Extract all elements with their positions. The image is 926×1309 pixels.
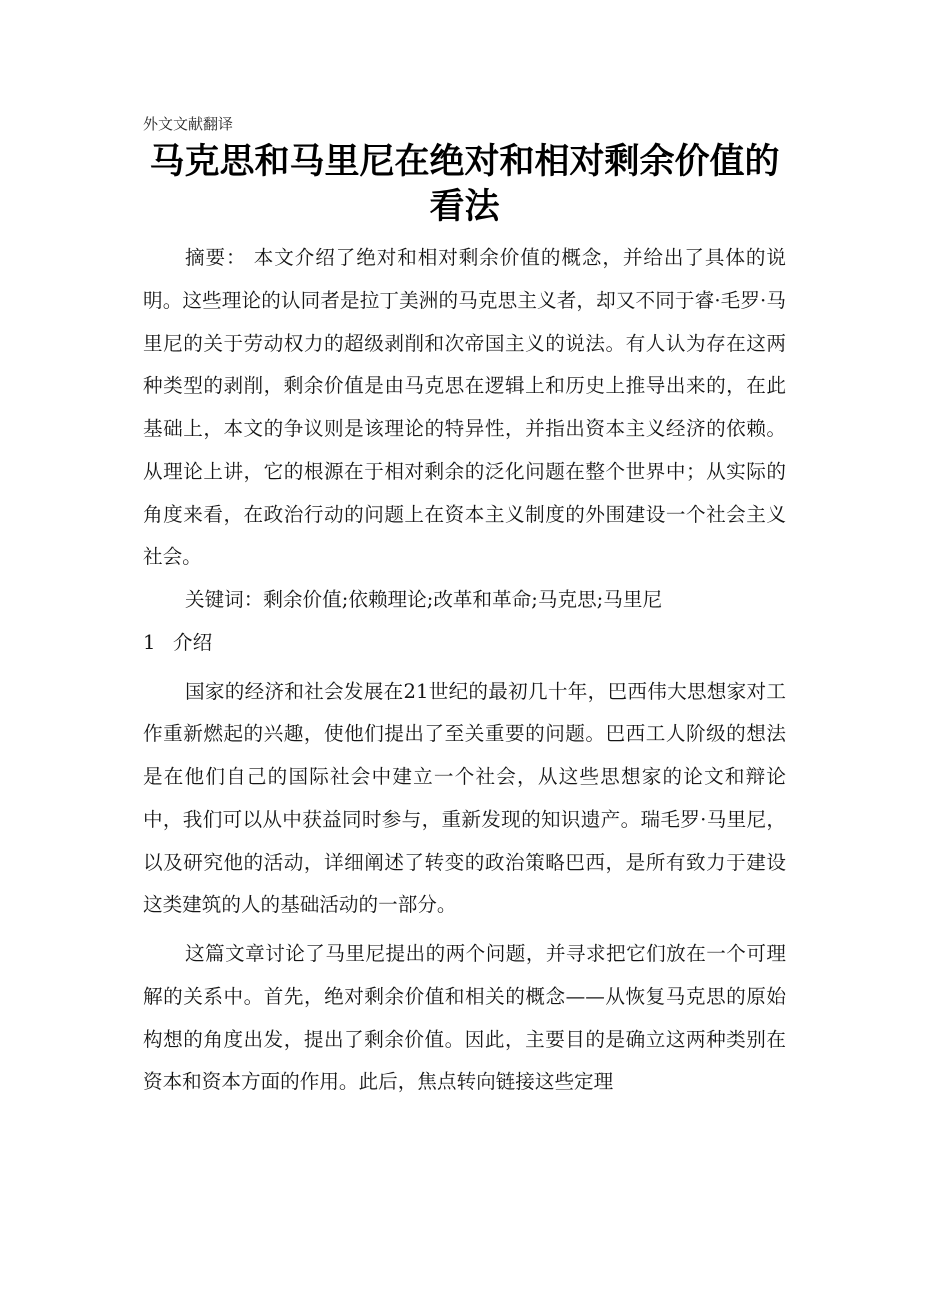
keywords-label: 关键词：	[185, 588, 264, 611]
document-title: 马克思和马里尼在绝对和相对剩余价值的看法	[149, 142, 780, 227]
document-header: 外文文献翻译	[143, 115, 234, 133]
section-number: 1	[143, 630, 156, 654]
keywords-paragraph	[143, 579, 786, 622]
abstract-text: 本文介绍了绝对和相对剩余价值的概念，并给出了具体的说明。这些理论的认同者是拉丁美洲的马克思主义者，却又不同于睿·毛罗·马里尼的关于劳动权力的超级剥削和次帝国主义的说法。有人认为存在这两种类型的剥削，剩余价值是由马克思在逻辑上和历史上推导出来的，在此基础上，本文的争议则是该理论的特异性，并指出资本主义经济的依赖。从理论上讲，它的根源在于相对剩余的泛化问题在整个世界中；从实际的角度来看，在政治行动的问题上在资本主义制度的外围建设一个社会主义社会。	[143, 246, 787, 569]
keywords-text: 剩余价值;依赖理论;改革和革命;马克思;马里尼	[263, 588, 663, 611]
body-paragraph: 这篇文章讨论了马里尼提出的两个问题，并寻求把它们放在一个可理解的关系中。首先，绝对剩余价值和相关的概念——从恢复马克思的原始构想的角度出发，提出了剩余价值。因此，主要目的是确立这两种类别在资本和资本方面的作用。此后，焦点转向链接这些定理	[143, 942, 786, 1094]
document-body	[143, 237, 786, 1104]
body-paragraph: 国家的经济和社会发展在21世纪的最初几十年，巴西伟大思想家对工作重新燃起的兴趣，使他们提出了至关重要的问题。巴西工人阶级的想法是在他们自己的国际社会中建立一个社会，从这些思想家的论文和辩论中，我们可以从中获益同时参与，重新发现的知识遗产。瑞毛罗·马里尼，以及研究他的活动，详细阐述了转变的政治策略巴西，是所有致力于建设这类建筑的人的基础活动的一部分。	[143, 679, 786, 917]
abstract-paragraph	[143, 237, 786, 579]
abstract-label: 摘要：	[185, 246, 247, 269]
section-title: 介绍	[173, 630, 213, 654]
section-heading	[143, 622, 786, 665]
